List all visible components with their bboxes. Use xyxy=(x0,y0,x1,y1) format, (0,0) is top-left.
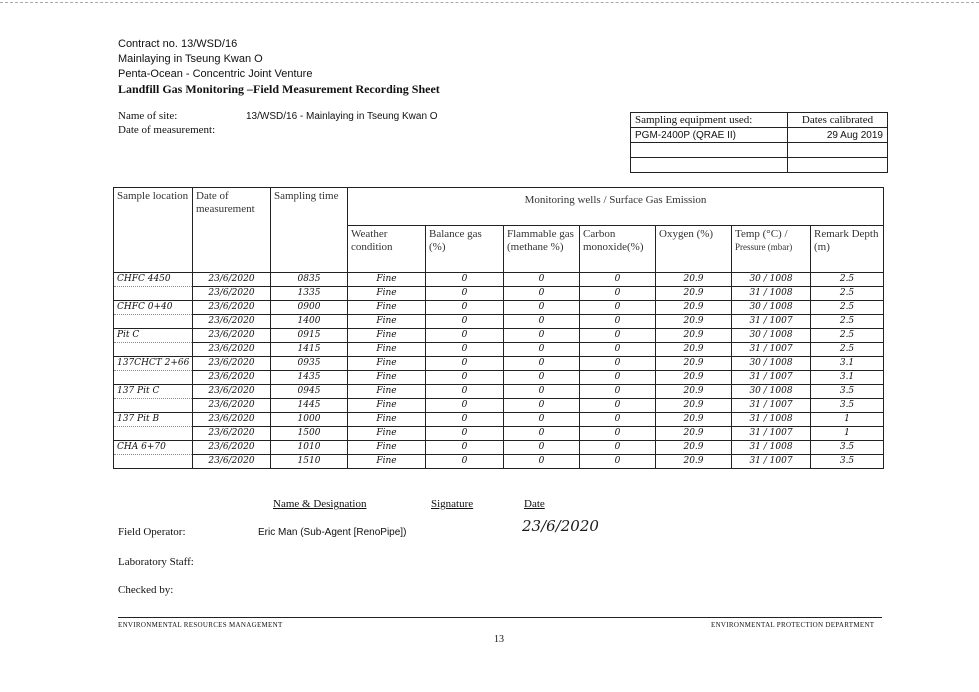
field-operator-label: Field Operator: xyxy=(118,526,186,538)
balance-gas-cell: 0 xyxy=(426,287,504,301)
name-designation-header: Name & Designation xyxy=(273,498,367,510)
carbon-monoxide-cell: 0 xyxy=(580,301,656,315)
balance-gas-cell: 0 xyxy=(426,273,504,287)
temp-pressure-cell: 31 / 1008 xyxy=(732,441,811,455)
measurement-date-cell: 23/6/2020 xyxy=(193,343,271,357)
carbon-monoxide-cell: 0 xyxy=(580,273,656,287)
oxygen-cell: 20.9 xyxy=(656,413,732,427)
table-row xyxy=(114,343,884,357)
sample-location-cell xyxy=(114,455,193,469)
table-row xyxy=(114,385,884,399)
oxygen-cell: 20.9 xyxy=(656,301,732,315)
balance-gas-cell: 0 xyxy=(426,329,504,343)
footer-right: ENVIRONMENTAL PROTECTION DEPARTMENT xyxy=(711,621,875,629)
flammable-gas-cell: 0 xyxy=(504,455,580,469)
field-operator-date: 23/6/2020 xyxy=(522,517,599,535)
sample-location-cell xyxy=(114,371,193,385)
table-row xyxy=(114,455,884,469)
carbon-monoxide-cell: 0 xyxy=(580,287,656,301)
remark-depth-cell: 2.5 xyxy=(811,329,884,343)
measurement-date-cell: 23/6/2020 xyxy=(193,413,271,427)
sampling-time-cell: 0945 xyxy=(271,385,348,399)
checked-by-label: Checked by: xyxy=(118,584,174,596)
measurement-date-cell: 23/6/2020 xyxy=(193,441,271,455)
calibrated-empty-cell xyxy=(788,143,888,158)
table-row xyxy=(114,301,884,315)
oxygen-cell: 20.9 xyxy=(656,357,732,371)
oxygen-cell: 20.9 xyxy=(656,287,732,301)
sample-location-cell: Pit C xyxy=(114,329,193,343)
measurement-date-cell: 23/6/2020 xyxy=(193,385,271,399)
page-number: 13 xyxy=(494,634,504,645)
header-remark-depth: Remark Depth (m) xyxy=(811,226,884,273)
temp-pressure-cell: 30 / 1008 xyxy=(732,273,811,287)
weather-cell: Fine xyxy=(348,301,426,315)
table-row xyxy=(114,315,884,329)
flammable-gas-cell: 0 xyxy=(504,399,580,413)
remark-depth-cell: 3.5 xyxy=(811,385,884,399)
oxygen-cell: 20.9 xyxy=(656,343,732,357)
sample-location-cell: CHFC 4450 xyxy=(114,273,193,287)
sample-location-cell: 137 Pit C xyxy=(114,385,193,399)
temp-pressure-cell: 31 / 1007 xyxy=(732,371,811,385)
measurement-date-cell: 23/6/2020 xyxy=(193,427,271,441)
header-temp-pressure xyxy=(732,226,811,273)
site-name-value: 13/WSD/16 - Mainlaying in Tseung Kwan O xyxy=(246,111,438,122)
remark-depth-cell: 1 xyxy=(811,427,884,441)
balance-gas-cell: 0 xyxy=(426,301,504,315)
header-balance-gas: Balance gas (%) xyxy=(426,226,504,273)
carbon-monoxide-cell: 0 xyxy=(580,399,656,413)
sampling-time-cell: 0935 xyxy=(271,357,348,371)
balance-gas-cell: 0 xyxy=(426,441,504,455)
carbon-monoxide-cell: 0 xyxy=(580,371,656,385)
monitoring-table xyxy=(113,187,884,469)
oxygen-cell: 20.9 xyxy=(656,329,732,343)
remark-depth-cell: 2.5 xyxy=(811,315,884,329)
project-name: Mainlaying in Tseung Kwan O xyxy=(118,53,263,65)
weather-cell: Fine xyxy=(348,343,426,357)
sampling-time-cell: 1415 xyxy=(271,343,348,357)
flammable-gas-cell: 0 xyxy=(504,427,580,441)
remark-depth-cell: 3.5 xyxy=(811,441,884,455)
header-monitoring-group: Monitoring wells / Surface Gas Emission xyxy=(348,188,884,226)
weather-cell: Fine xyxy=(348,357,426,371)
remark-depth-cell: 3.5 xyxy=(811,455,884,469)
balance-gas-cell: 0 xyxy=(426,371,504,385)
remark-depth-cell: 2.5 xyxy=(811,287,884,301)
measurement-date-cell: 23/6/2020 xyxy=(193,301,271,315)
calibrated-date: 29 Aug 2019 xyxy=(788,128,888,143)
carbon-monoxide-cell: 0 xyxy=(580,455,656,469)
remark-depth-cell: 2.5 xyxy=(811,301,884,315)
weather-cell: Fine xyxy=(348,413,426,427)
balance-gas-cell: 0 xyxy=(426,343,504,357)
table-row xyxy=(114,441,884,455)
temp-pressure-cell: 31 / 1007 xyxy=(732,427,811,441)
sample-location-cell xyxy=(114,343,193,357)
balance-gas-cell: 0 xyxy=(426,413,504,427)
oxygen-cell: 20.9 xyxy=(656,427,732,441)
sampling-time-cell: 1445 xyxy=(271,399,348,413)
equipment-table xyxy=(630,112,888,173)
flammable-gas-cell: 0 xyxy=(504,441,580,455)
sampling-time-cell: 1335 xyxy=(271,287,348,301)
flammable-gas-cell: 0 xyxy=(504,385,580,399)
sheet-title: Landfill Gas Monitoring –Field Measurement Recording Sheet xyxy=(118,82,440,96)
measurement-date-cell: 23/6/2020 xyxy=(193,273,271,287)
sample-location-cell xyxy=(114,399,193,413)
remark-depth-cell: 1 xyxy=(811,413,884,427)
flammable-gas-cell: 0 xyxy=(504,301,580,315)
header-carbon-monoxide: Carbon monoxide(%) xyxy=(580,226,656,273)
equipment-device: PGM-2400P (QRAE II) xyxy=(631,128,788,143)
signature-header: Signature xyxy=(431,498,474,510)
weather-cell: Fine xyxy=(348,399,426,413)
oxygen-cell: 20.9 xyxy=(656,455,732,469)
oxygen-cell: 20.9 xyxy=(656,273,732,287)
sampling-time-cell: 0915 xyxy=(271,329,348,343)
oxygen-cell: 20.9 xyxy=(656,385,732,399)
carbon-monoxide-cell: 0 xyxy=(580,315,656,329)
table-row xyxy=(114,399,884,413)
balance-gas-cell: 0 xyxy=(426,315,504,329)
equipment-empty-cell xyxy=(631,143,788,158)
contractor-name: Penta-Ocean - Concentric Joint Venture xyxy=(118,68,313,80)
weather-cell: Fine xyxy=(348,287,426,301)
flammable-gas-cell: 0 xyxy=(504,357,580,371)
sampling-time-cell: 1400 xyxy=(271,315,348,329)
sample-location-cell: CHFC 0+40 xyxy=(114,301,193,315)
flammable-gas-cell: 0 xyxy=(504,315,580,329)
remark-depth-cell: 3.1 xyxy=(811,357,884,371)
measurement-date-cell: 23/6/2020 xyxy=(193,357,271,371)
sampling-time-cell: 1000 xyxy=(271,413,348,427)
remark-depth-cell: 3.1 xyxy=(811,371,884,385)
remark-depth-cell: 2.5 xyxy=(811,273,884,287)
oxygen-cell: 20.9 xyxy=(656,371,732,385)
sample-location-cell xyxy=(114,315,193,329)
header-flammable-gas: Flammable gas (methane %) xyxy=(504,226,580,273)
date-header: Date xyxy=(524,498,545,510)
carbon-monoxide-cell: 0 xyxy=(580,343,656,357)
header-pressure: Pressure (mbar) xyxy=(735,242,793,252)
weather-cell: Fine xyxy=(348,273,426,287)
flammable-gas-cell: 0 xyxy=(504,413,580,427)
equipment-header: Sampling equipment used: xyxy=(631,113,788,128)
temp-pressure-cell: 30 / 1008 xyxy=(732,329,811,343)
balance-gas-cell: 0 xyxy=(426,427,504,441)
measurement-date-label: Date of measurement: xyxy=(118,124,216,136)
temp-pressure-cell: 30 / 1008 xyxy=(732,357,811,371)
temp-pressure-cell: 31 / 1007 xyxy=(732,399,811,413)
balance-gas-cell: 0 xyxy=(426,357,504,371)
flammable-gas-cell: 0 xyxy=(504,343,580,357)
sampling-time-cell: 1510 xyxy=(271,455,348,469)
measurement-date-cell: 23/6/2020 xyxy=(193,399,271,413)
sample-location-cell: 137 Pit B xyxy=(114,413,193,427)
balance-gas-cell: 0 xyxy=(426,399,504,413)
header-date-measurement: Date of measurement xyxy=(193,188,271,273)
table-row xyxy=(114,427,884,441)
contract-number: Contract no. 13/WSD/16 xyxy=(118,38,238,50)
table-row xyxy=(114,287,884,301)
sampling-time-cell: 0835 xyxy=(271,273,348,287)
measurement-date-cell: 23/6/2020 xyxy=(193,371,271,385)
header-weather: Weather condition xyxy=(348,226,426,273)
flammable-gas-cell: 0 xyxy=(504,371,580,385)
weather-cell: Fine xyxy=(348,455,426,469)
balance-gas-cell: 0 xyxy=(426,455,504,469)
sample-location-cell: 137CHCT 2+66 xyxy=(114,357,193,371)
flammable-gas-cell: 0 xyxy=(504,329,580,343)
table-row xyxy=(114,413,884,427)
weather-cell: Fine xyxy=(348,385,426,399)
footer-left: ENVIRONMENTAL RESOURCES MANAGEMENT xyxy=(118,621,283,629)
table-row xyxy=(114,329,884,343)
carbon-monoxide-cell: 0 xyxy=(580,385,656,399)
sampling-time-cell: 1500 xyxy=(271,427,348,441)
remark-depth-cell: 3.5 xyxy=(811,399,884,413)
carbon-monoxide-cell: 0 xyxy=(580,427,656,441)
temp-pressure-cell: 31 / 1007 xyxy=(732,455,811,469)
oxygen-cell: 20.9 xyxy=(656,399,732,413)
weather-cell: Fine xyxy=(348,329,426,343)
temp-pressure-cell: 30 / 1008 xyxy=(732,385,811,399)
sampling-time-cell: 0900 xyxy=(271,301,348,315)
flammable-gas-cell: 0 xyxy=(504,273,580,287)
calibrated-empty-cell xyxy=(788,158,888,173)
weather-cell: Fine xyxy=(348,427,426,441)
temp-pressure-cell: 31 / 1007 xyxy=(732,315,811,329)
sample-location-cell xyxy=(114,427,193,441)
site-name-label: Name of site: xyxy=(118,110,178,122)
oxygen-cell: 20.9 xyxy=(656,315,732,329)
remark-depth-cell: 2.5 xyxy=(811,343,884,357)
equipment-empty-cell xyxy=(631,158,788,173)
header-sample-location: Sample location xyxy=(114,188,193,273)
sample-location-cell xyxy=(114,287,193,301)
measurement-date-cell: 23/6/2020 xyxy=(193,287,271,301)
weather-cell: Fine xyxy=(348,441,426,455)
carbon-monoxide-cell: 0 xyxy=(580,357,656,371)
weather-cell: Fine xyxy=(348,315,426,329)
temp-pressure-cell: 31 / 1007 xyxy=(732,343,811,357)
temp-pressure-cell: 31 / 1008 xyxy=(732,287,811,301)
flammable-gas-cell: 0 xyxy=(504,287,580,301)
sample-location-cell: CHA 6+70 xyxy=(114,441,193,455)
data-rows xyxy=(114,273,884,469)
calibrated-header: Dates calibrated xyxy=(788,113,888,128)
carbon-monoxide-cell: 0 xyxy=(580,413,656,427)
measurement-date-cell: 23/6/2020 xyxy=(193,315,271,329)
temp-pressure-cell: 30 / 1008 xyxy=(732,301,811,315)
header-oxygen: Oxygen (%) xyxy=(656,226,732,273)
temp-pressure-cell: 31 / 1008 xyxy=(732,413,811,427)
field-operator-name: Eric Man (Sub-Agent [RenoPipe]) xyxy=(258,527,407,538)
laboratory-staff-label: Laboratory Staff: xyxy=(118,556,194,568)
table-row xyxy=(114,273,884,287)
measurement-date-cell: 23/6/2020 xyxy=(193,455,271,469)
carbon-monoxide-cell: 0 xyxy=(580,329,656,343)
footer-rule xyxy=(118,617,882,618)
measurement-date-cell: 23/6/2020 xyxy=(193,329,271,343)
table-row xyxy=(114,371,884,385)
oxygen-cell: 20.9 xyxy=(656,441,732,455)
sampling-time-cell: 1435 xyxy=(271,371,348,385)
balance-gas-cell: 0 xyxy=(426,385,504,399)
top-scan-edge xyxy=(0,2,979,3)
header-sampling-time: Sampling time xyxy=(271,188,348,273)
carbon-monoxide-cell: 0 xyxy=(580,441,656,455)
weather-cell: Fine xyxy=(348,371,426,385)
header-temp: Temp (°C) / xyxy=(735,228,788,240)
sampling-time-cell: 1010 xyxy=(271,441,348,455)
table-row xyxy=(114,357,884,371)
